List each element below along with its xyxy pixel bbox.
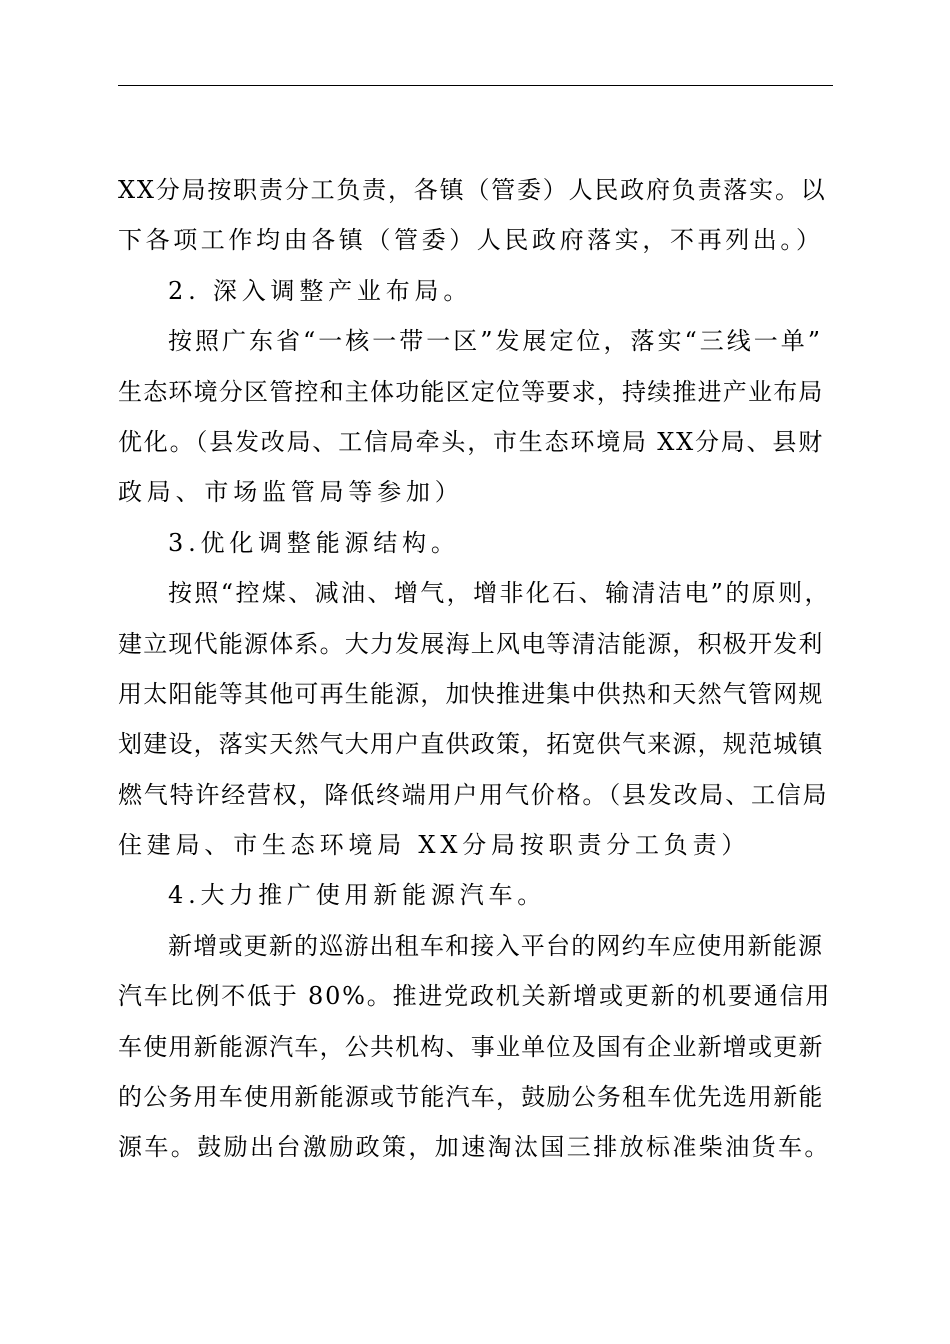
text-line: XX分局按职责分工负责，各镇（管委）人民政府负责落实。以 xyxy=(118,176,827,204)
text-line: 的公务用车使用新能源或节能汽车，鼓励公务租车优先选用新能 xyxy=(118,1083,824,1112)
document-body xyxy=(118,165,833,1173)
text-line: 用太阳能等其他可再生能源，加快推进集中供热和天然气管网规 xyxy=(118,679,824,708)
section-heading: 3.优化调整能源结构。 xyxy=(168,528,460,557)
text-line: 生态环境分区管控和主体功能区定位等要求，持续推进产业布局 xyxy=(118,377,824,406)
text-line: 汽车比例不低于 80%。推进党政机关新增或更新的机要通信用 xyxy=(118,982,832,1011)
text-line: 源车。鼓励出台激励政策，加速淘汰国三排放标准柴油货车。 xyxy=(118,1133,831,1162)
text-line: 政局、市场监管局等参加） xyxy=(118,478,464,507)
header-rule xyxy=(118,85,833,86)
text-line: 燃气特许经营权，降低终端用户用气价格。（县发改局、工信局 xyxy=(118,780,829,809)
text-line: 下各项工作均由各镇（管委）人民政府落实，不再列出。） xyxy=(118,226,824,255)
text-line: 按照广东省“一核一带一区”发展定位，落实“三线一单” xyxy=(168,327,824,356)
text-line: 划建设，落实天然气大用户直供政策，拓宽供气来源，规范城镇 xyxy=(118,730,824,759)
text-line: 新增或更新的巡游出租车和接入平台的网约车应使用新能源 xyxy=(168,931,824,960)
text-line: 按照“控煤、减油、增气，增非化石、输清洁电”的原则， xyxy=(168,579,831,608)
section-heading: 2. 深入调整产业布局。 xyxy=(168,276,473,305)
text-line: 建立现代能源体系。大力发展海上风电等清洁能源，积极开发利 xyxy=(118,629,824,658)
text-line: 住建局、市生态环境局 XX分局按职责分工负责） xyxy=(118,831,751,860)
text-line: 车使用新能源汽车，公共机构、事业单位及国有企业新增或更新 xyxy=(118,1032,824,1061)
section-heading: 4.大力推广使用新能源汽车。 xyxy=(168,881,547,910)
text-line: 优化。（县发改局、工信局牵头，市生态环境局 XX分局、县财 xyxy=(118,427,824,456)
